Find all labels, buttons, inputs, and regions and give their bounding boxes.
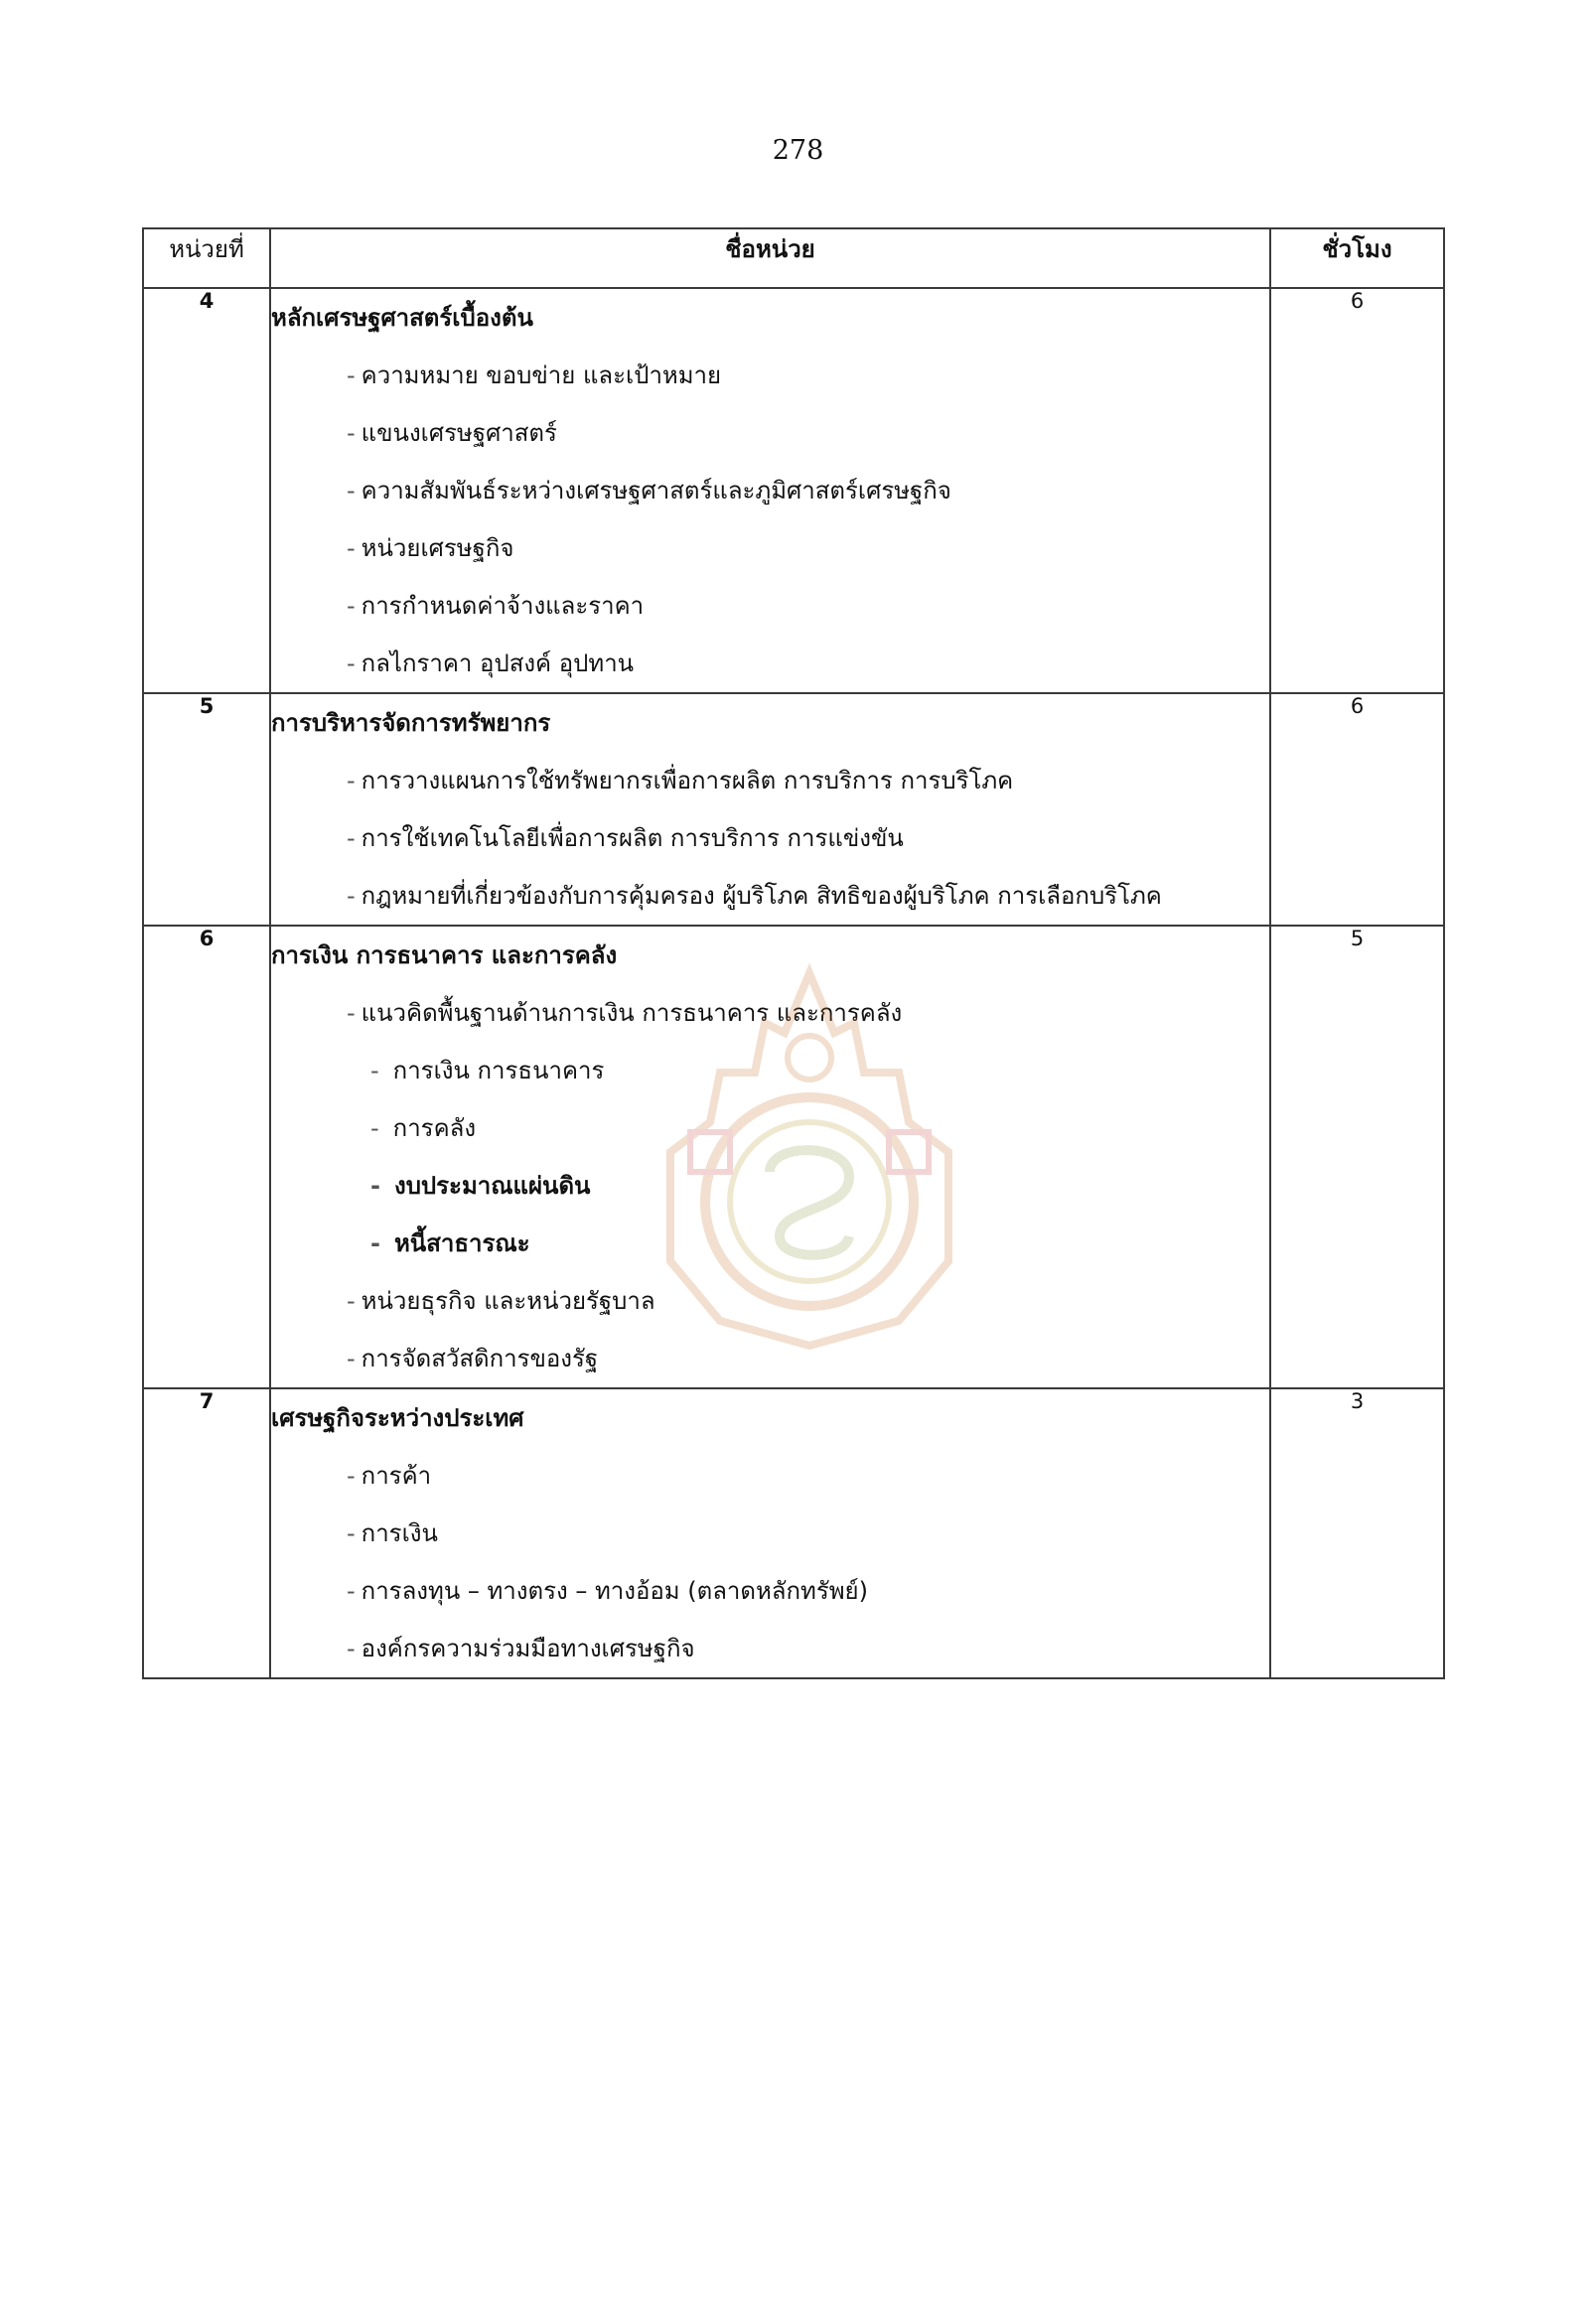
topic-text: การใช้เทคโนโลยีเพื่อการผลิต การบริการ การแข่งขัน	[361, 824, 904, 852]
bullet-dash: -	[370, 1114, 379, 1142]
unit-row	[143, 926, 1444, 1388]
unit-number: 5	[143, 693, 270, 926]
page-number: 278	[772, 135, 824, 166]
bullet-dash: -	[347, 882, 356, 910]
bullet-dash: -	[347, 592, 356, 620]
bullet-dash: -	[347, 1287, 356, 1315]
topic-item	[271, 462, 1269, 519]
header-unit-number: หน่วยที่	[143, 228, 270, 288]
unit-title: เศรษฐกิจระหว่างประเทศ	[271, 1404, 524, 1432]
topic-text: การกำหนดค่าจ้างและราคา	[361, 592, 645, 620]
topic-item	[271, 984, 1269, 1042]
topic-item	[271, 1272, 1269, 1330]
topic-text: งบประมาณแผ่นดิน	[393, 1172, 591, 1200]
bullet-dash: -	[347, 419, 356, 447]
topic-item	[271, 404, 1269, 462]
bullet-dash: -	[370, 1229, 380, 1257]
topic-item	[271, 752, 1269, 809]
topic-text: แขนงเศรษฐศาสตร์	[361, 419, 557, 447]
topic-text: ความหมาย ขอบข่าย และเป้าหมาย	[361, 361, 722, 389]
table-header-row	[143, 228, 1444, 288]
unit-content	[270, 288, 1270, 693]
topic-text: กฎหมายที่เกี่ยวข้องกับการคุ้มครอง ผู้บริโภค สิทธิของผู้บริโภค การเลือกบริโภค	[361, 882, 1162, 910]
course-units-table	[142, 227, 1445, 1679]
topic-item	[271, 1447, 1269, 1505]
bullet-dash: -	[370, 1057, 379, 1084]
topic-item	[271, 1099, 1269, 1157]
unit-content	[270, 926, 1270, 1388]
topic-item	[271, 577, 1269, 635]
bullet-dash: -	[347, 477, 356, 504]
unit-number: 4	[143, 288, 270, 693]
unit-title: การบริหารจัดการทรัพยากร	[271, 709, 551, 737]
topic-item	[271, 809, 1269, 867]
topic-item	[271, 1157, 1269, 1215]
topic-text: การคลัง	[392, 1114, 477, 1142]
topic-item	[271, 635, 1269, 692]
topic-item	[271, 1505, 1269, 1562]
unit-hours: 3	[1270, 1388, 1444, 1678]
topic-text: การเงิน การธนาคาร	[392, 1057, 605, 1084]
unit-row	[143, 693, 1444, 926]
unit-hours: 6	[1270, 288, 1444, 693]
topic-text: หน่วยธุรกิจ และหน่วยรัฐบาล	[361, 1287, 655, 1315]
unit-content	[270, 1388, 1270, 1678]
topic-item	[271, 519, 1269, 577]
topic-text: การลงทุน – ทางตรง – ทางอ้อม (ตลาดหลักทรัพย์)	[361, 1577, 868, 1605]
bullet-dash: -	[347, 767, 356, 794]
header-unit-name: ชื่อหน่วย	[270, 228, 1270, 288]
topic-text: หนี้สาธารณะ	[393, 1229, 530, 1257]
bullet-dash: -	[347, 1345, 356, 1372]
bullet-dash: -	[347, 1519, 356, 1547]
unit-content	[270, 693, 1270, 926]
topic-text: หน่วยเศรษฐกิจ	[361, 534, 514, 562]
bullet-dash: -	[347, 824, 356, 852]
bullet-dash: -	[347, 999, 356, 1027]
unit-row	[143, 288, 1444, 693]
topic-text: การจัดสวัสดิการของรัฐ	[361, 1345, 599, 1372]
unit-title: การเงิน การธนาคาร และการคลัง	[271, 941, 618, 969]
topic-item	[271, 347, 1269, 404]
unit-hours: 5	[1270, 926, 1444, 1388]
unit-title: หลักเศรษฐศาสตร์เบื้องต้น	[271, 304, 533, 332]
bullet-dash: -	[370, 1172, 380, 1200]
topic-item	[271, 1562, 1269, 1620]
bullet-dash: -	[347, 1577, 356, 1605]
topic-text: กลไกราคา อุปสงค์ อุปทาน	[361, 649, 635, 677]
topic-text: การเงิน	[361, 1519, 438, 1547]
unit-hours: 6	[1270, 693, 1444, 926]
topic-text: แนวคิดพื้นฐานด้านการเงิน การธนาคาร และการคลัง	[361, 999, 903, 1027]
topic-text: การวางแผนการใช้ทรัพยากรเพื่อการผลิต การบริการ การบริโภค	[361, 767, 1014, 794]
topic-item	[271, 1042, 1269, 1099]
header-hours: ชั่วโมง	[1270, 228, 1444, 288]
topic-text: องค์กรความร่วมมือทางเศรษฐกิจ	[361, 1635, 695, 1662]
topic-item	[271, 1215, 1269, 1272]
bullet-dash: -	[347, 1462, 356, 1490]
topic-text: ความสัมพันธ์ระหว่างเศรษฐศาสตร์และภูมิศาสตร์เศรษฐกิจ	[361, 477, 951, 504]
topic-text: การค้า	[361, 1462, 432, 1490]
bullet-dash: -	[347, 361, 356, 389]
topic-item	[271, 1620, 1269, 1677]
topic-item	[271, 867, 1269, 925]
bullet-dash: -	[347, 649, 356, 677]
unit-row	[143, 1388, 1444, 1678]
unit-rows	[143, 288, 1444, 1678]
bullet-dash: -	[347, 1635, 356, 1662]
unit-number: 7	[143, 1388, 270, 1678]
unit-number: 6	[143, 926, 270, 1388]
topic-item	[271, 1330, 1269, 1387]
bullet-dash: -	[347, 534, 356, 562]
